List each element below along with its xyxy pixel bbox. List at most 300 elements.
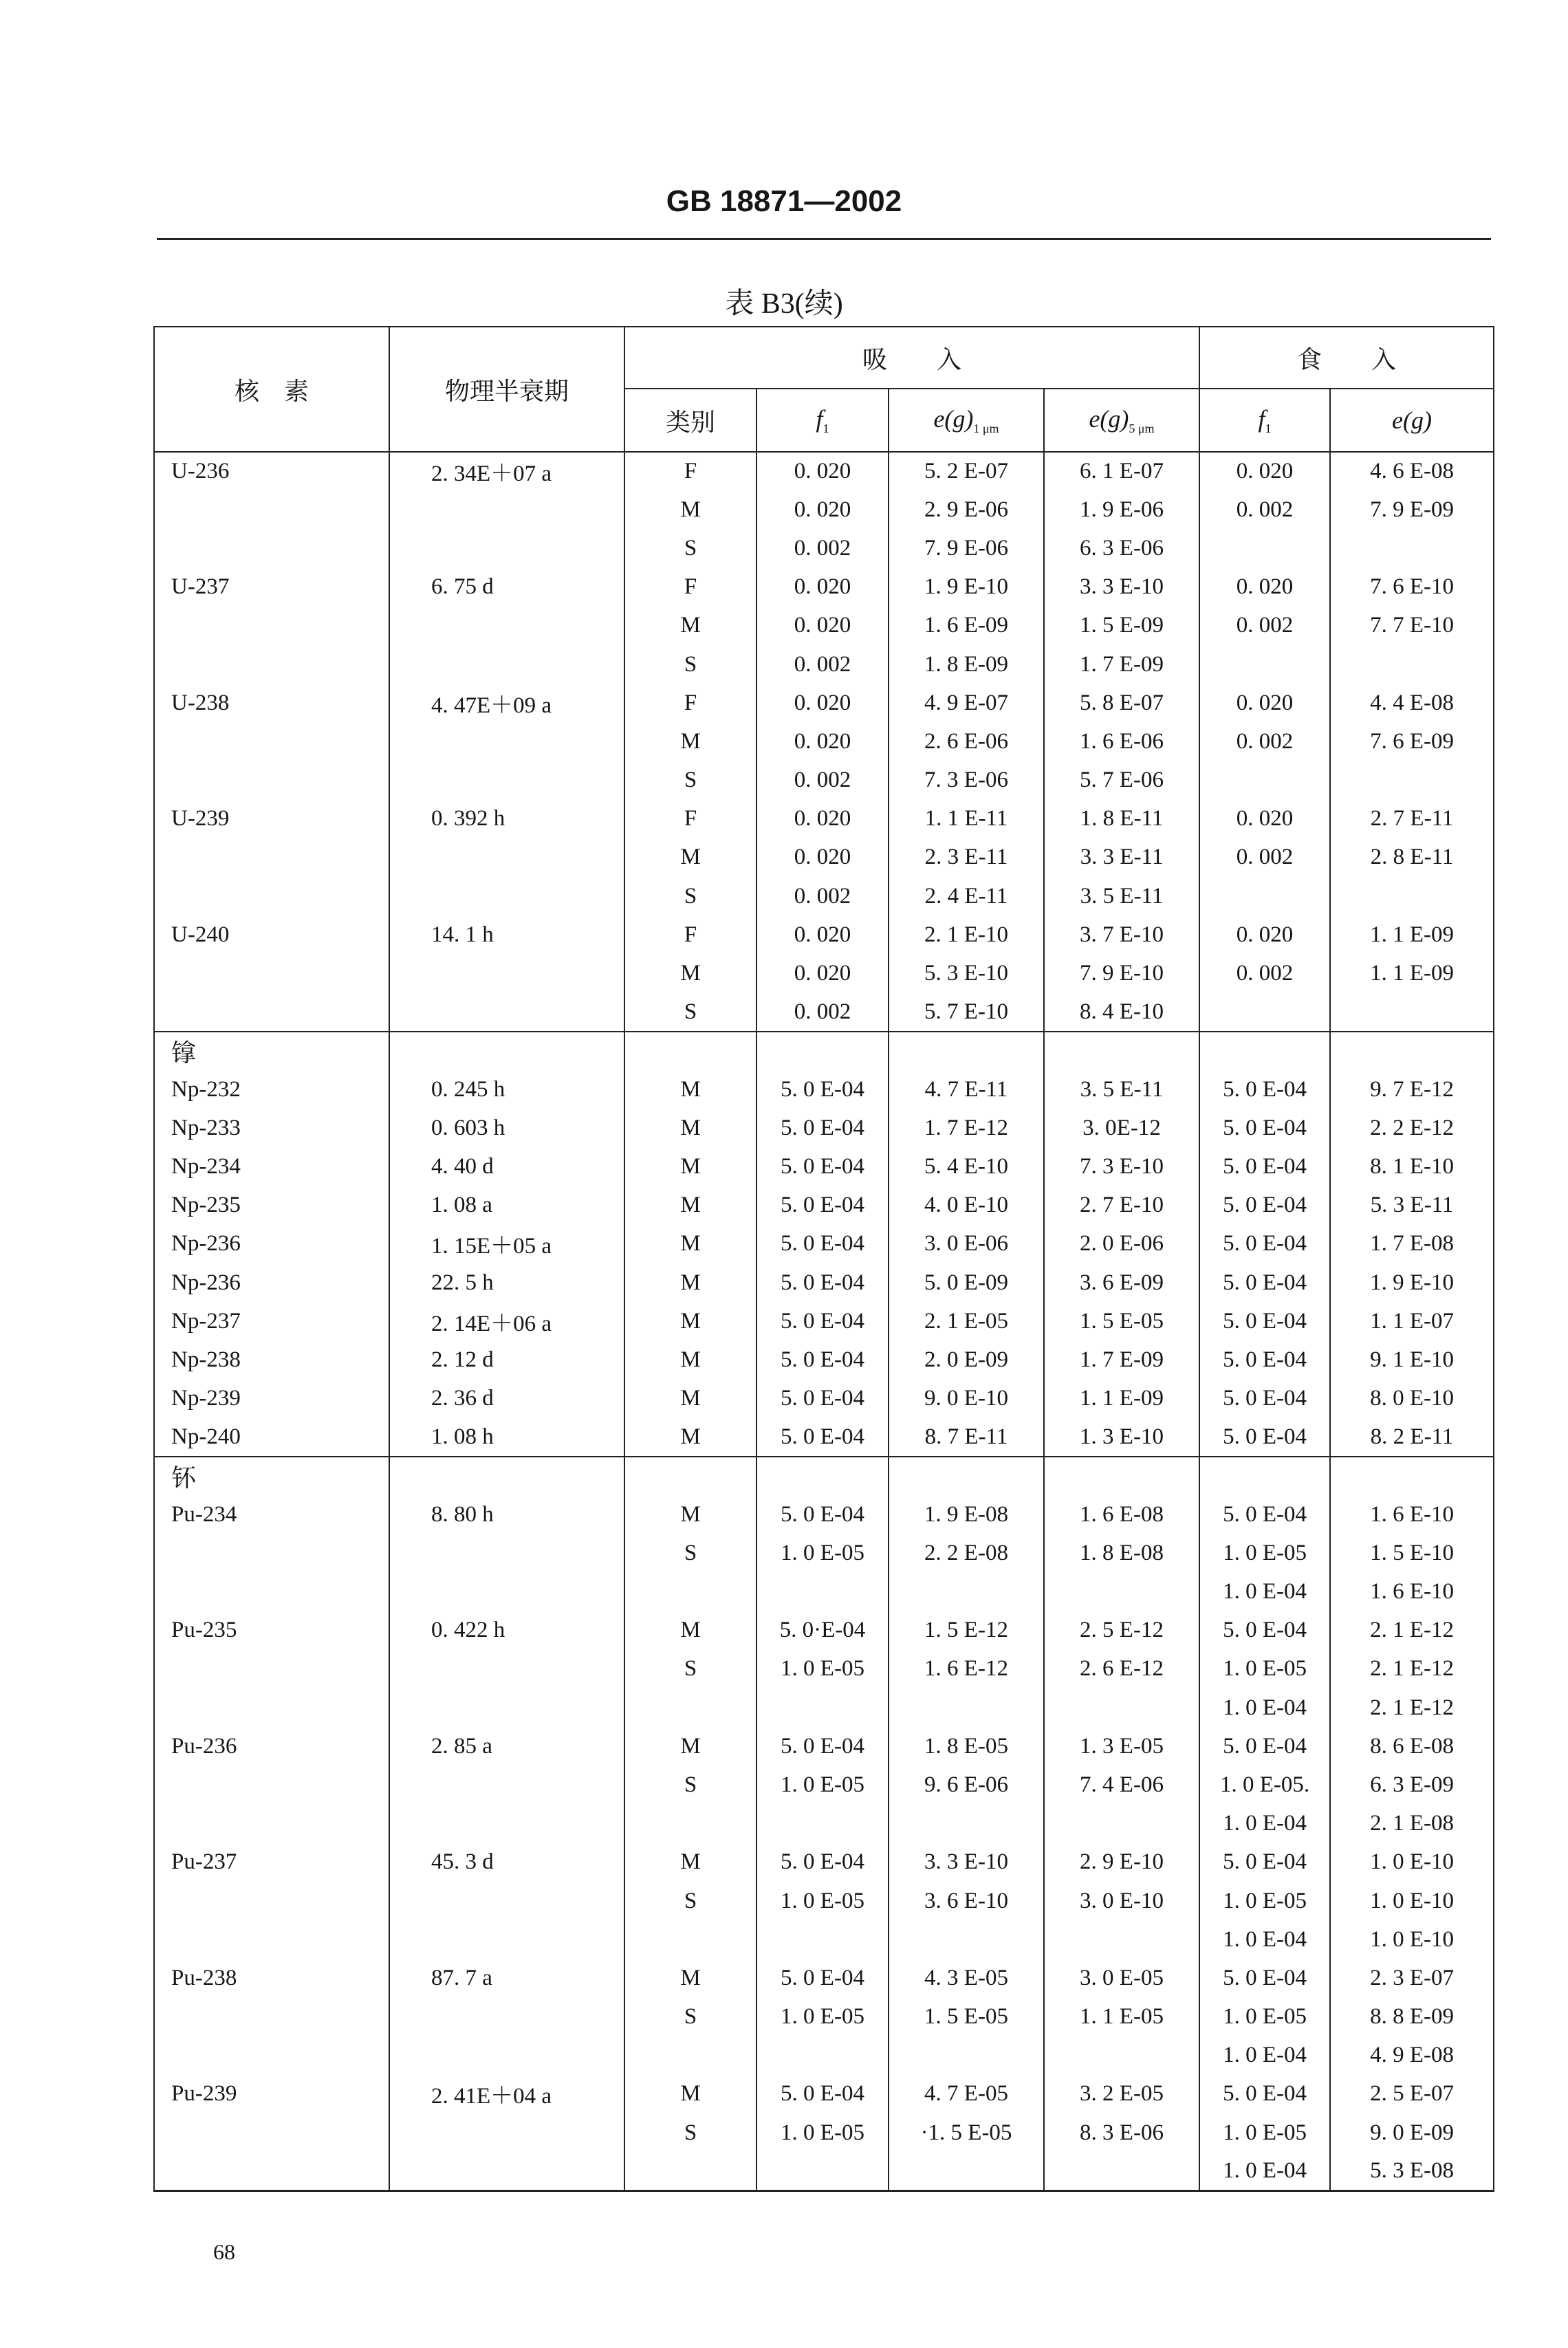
half-life-cell (389, 2152, 624, 2191)
half-life-cell: 14. 1 h (389, 915, 624, 954)
eg-1um-cell: 2. 6 E-06 (889, 722, 1044, 761)
f1-cell: 1. 0 E-05 (756, 1765, 889, 1804)
ingestion-eg-cell: 8. 6 E-08 (1330, 1727, 1494, 1765)
f1-cell: 5. 0 E-04 (756, 1302, 889, 1340)
nuclide-cell (154, 761, 389, 800)
class-cell: F (624, 915, 756, 954)
ingestion-f1-cell: 5. 0 E-04 (1199, 1959, 1330, 1997)
ingestion-f1-cell: 0. 020 (1199, 452, 1330, 490)
eg-5um-cell: 1. 3 E-05 (1044, 1727, 1199, 1765)
nuclide-cell: Pu-234 (154, 1495, 389, 1534)
eg-1um-cell: 4. 0 E-10 (889, 1186, 1044, 1225)
class-cell: M (624, 1959, 756, 1997)
ingestion-eg-cell (1330, 993, 1494, 1032)
ingestion-eg-cell: 2. 7 E-11 (1330, 800, 1494, 838)
ingestion-eg-cell: 2. 1 E-08 (1330, 1805, 1494, 1843)
ingestion-f1-subscript: 1 (1265, 422, 1272, 436)
table-row (154, 1418, 1494, 1457)
eg-1um-cell: 2. 2 E-08 (889, 1534, 1044, 1572)
half-life-cell (389, 1688, 624, 1727)
eg-5um-cell: 7. 4 E-06 (1044, 1765, 1199, 1804)
eg-1um-cell: 9. 6 E-06 (889, 1765, 1044, 1804)
f1-symbol: f (816, 404, 823, 433)
eg-1um-cell: 4. 7 E-11 (889, 1070, 1044, 1109)
f1-cell: 5. 0 E-04 (756, 1843, 889, 1882)
nuclide-cell: Np-233 (154, 1109, 389, 1147)
ingestion-eg-cell: 1. 0 E-10 (1330, 1920, 1494, 1959)
ingestion-f1-cell: 5. 0 E-04 (1199, 1843, 1330, 1882)
nuclide-cell (154, 993, 389, 1032)
col-header-ingestion-eg (1330, 389, 1494, 452)
nuclide-cell (154, 1920, 389, 1959)
ingestion-eg-cell: 1. 6 E-10 (1330, 1572, 1494, 1611)
table-row (154, 1534, 1494, 1572)
ingestion-eg-cell (1330, 761, 1494, 800)
eg-5um-cell: 5. 7 E-06 (1044, 761, 1199, 800)
f1-cell (756, 1920, 889, 1959)
eg-5um-cell: 1. 8 E-11 (1044, 800, 1199, 838)
table-row (154, 1380, 1494, 1418)
table-row (154, 761, 1494, 800)
nuclide-cell (154, 1650, 389, 1688)
half-life-cell (389, 1650, 624, 1688)
class-cell: M (624, 1495, 756, 1534)
nuclide-cell: Np-235 (154, 1186, 389, 1225)
eg-5um-cell: 1. 1 E-05 (1044, 1998, 1199, 2036)
nuclide-cell (154, 2152, 389, 2191)
nuclide-cell (154, 1998, 389, 2036)
ingestion-f1-cell: 1. 0 E-04 (1199, 2152, 1330, 2191)
ingestion-eg-cell: 2. 1 E-12 (1330, 1688, 1494, 1727)
ingestion-eg-cell: 1. 6 E-10 (1330, 1495, 1494, 1534)
half-life-cell (389, 1805, 624, 1843)
ingestion-f1-cell: 5. 0 E-04 (1199, 1109, 1330, 1147)
nuclide-cell (154, 1688, 389, 1727)
nuclide-cell (154, 838, 389, 877)
ingestion-f1-cell: 5. 0 E-04 (1199, 1340, 1330, 1379)
nuclide-cell (154, 2113, 389, 2152)
table-row (154, 607, 1494, 645)
table-body (154, 452, 1494, 2191)
eg-1um-cell: 3. 6 E-10 (889, 1882, 1044, 1920)
f1-cell: 1. 0 E-05 (756, 1650, 889, 1688)
eg-1um-cell (889, 1688, 1044, 1727)
eg-1um-cell: 1. 9 E-08 (889, 1495, 1044, 1534)
ingestion-f1-cell: 0. 002 (1199, 722, 1330, 761)
ingestion-f1-cell: 5. 0 E-04 (1199, 1186, 1330, 1225)
half-life-cell (389, 1920, 624, 1959)
table-row (154, 1109, 1494, 1147)
eg-5um-cell: 3. 3 E-11 (1044, 838, 1199, 877)
table-row (154, 568, 1494, 607)
eg-1um-cell: 2. 1 E-05 (889, 1302, 1044, 1340)
eg-1um-cell: 2. 4 E-11 (889, 877, 1044, 915)
nuclide-cell: Pu-238 (154, 1959, 389, 1997)
eg-1um-cell (889, 1457, 1044, 1495)
half-life-cell (389, 722, 624, 761)
class-cell (624, 1032, 756, 1070)
eg-1um-cell: 8. 7 E-11 (889, 1418, 1044, 1457)
ingestion-f1-cell: 1. 0 E-05 (1199, 1998, 1330, 2036)
eg-1um-subscript: 1 μm (973, 422, 999, 436)
eg-5um-cell: 6. 3 E-06 (1044, 529, 1199, 567)
table-row (154, 993, 1494, 1032)
table-row (154, 2036, 1494, 2075)
nuclide-cell (154, 1805, 389, 1843)
class-cell (624, 2152, 756, 2191)
class-cell (624, 1572, 756, 1611)
f1-cell: 5. 0 E-04 (756, 1186, 889, 1225)
ingestion-eg-cell (1330, 529, 1494, 567)
eg-5um-cell: 3. 5 E-11 (1044, 1070, 1199, 1109)
ingestion-f1-cell: 0. 020 (1199, 568, 1330, 607)
table-row (154, 838, 1494, 877)
half-life-cell (389, 1882, 624, 1920)
ingestion-eg-cell: 2. 3 E-07 (1330, 1959, 1494, 1997)
half-life-cell: 2. 34E＋07 a (389, 452, 624, 490)
f1-cell (756, 1572, 889, 1611)
class-cell (624, 1688, 756, 1727)
class-cell: S (624, 1882, 756, 1920)
table-row (154, 1998, 1494, 2036)
ingestion-eg-cell: 2. 8 E-11 (1330, 838, 1494, 877)
ingestion-f1-cell: 1. 0 E-04 (1199, 1805, 1330, 1843)
eg-1um-cell: 1. 1 E-11 (889, 800, 1044, 838)
f1-cell: 0. 020 (756, 684, 889, 722)
half-life-cell (389, 954, 624, 992)
eg-1um-symbol: e(g) (933, 404, 974, 433)
ingestion-eg-cell: 8. 0 E-10 (1330, 1380, 1494, 1418)
f1-cell: 1. 0 E-05 (756, 1998, 889, 2036)
half-life-cell: 2. 14E＋06 a (389, 1302, 624, 1340)
nuclide-cell (154, 1882, 389, 1920)
class-cell: S (624, 761, 756, 800)
eg-1um-cell: 5. 7 E-10 (889, 993, 1044, 1032)
table-row (154, 1727, 1494, 1765)
eg-1um-cell: 5. 0 E-09 (889, 1263, 1044, 1302)
ingestion-f1-cell: 5. 0 E-04 (1199, 1263, 1330, 1302)
f1-subscript: 1 (823, 422, 829, 436)
f1-cell: 5. 0 E-04 (756, 1727, 889, 1765)
table-row (154, 1032, 1494, 1070)
f1-cell: 5. 0 E-04 (756, 1109, 889, 1147)
half-life-cell (389, 645, 624, 684)
nuclide-cell (154, 607, 389, 645)
nuclide-cell: Np-238 (154, 1340, 389, 1379)
nuclide-cell (154, 2036, 389, 2075)
f1-cell: 5. 0·E-04 (756, 1611, 889, 1650)
ingestion-f1-cell: 0. 002 (1199, 954, 1330, 992)
eg-5um-cell: 1. 6 E-06 (1044, 722, 1199, 761)
class-cell: F (624, 452, 756, 490)
ingestion-f1-cell (1199, 761, 1330, 800)
table-row (154, 684, 1494, 722)
eg-1um-cell: 1. 9 E-10 (889, 568, 1044, 607)
ingestion-eg-cell: 7. 7 E-10 (1330, 607, 1494, 645)
f1-cell (756, 1805, 889, 1843)
eg-5um-cell: 3. 2 E-05 (1044, 2075, 1199, 2113)
eg-1um-cell: 1. 8 E-05 (889, 1727, 1044, 1765)
nuclide-cell: U-237 (154, 568, 389, 607)
half-life-cell (389, 529, 624, 567)
class-cell: M (624, 1727, 756, 1765)
ingestion-eg-cell: 1. 0 E-10 (1330, 1843, 1494, 1882)
ingestion-f1-cell: 5. 0 E-04 (1199, 1727, 1330, 1765)
f1-cell (756, 2036, 889, 2075)
eg-5um-cell: 6. 1 E-07 (1044, 452, 1199, 490)
half-life-cell (389, 1998, 624, 2036)
ingestion-f1-cell: 0. 020 (1199, 800, 1330, 838)
f1-cell: 0. 020 (756, 568, 889, 607)
ingestion-eg-cell: 8. 2 E-11 (1330, 1418, 1494, 1457)
half-life-cell: 2. 41E＋04 a (389, 2075, 624, 2113)
nuclide-cell: Np-236 (154, 1263, 389, 1302)
eg-1um-cell (889, 1572, 1044, 1611)
half-life-cell: 0. 603 h (389, 1109, 624, 1147)
eg-5um-cell: 1. 5 E-05 (1044, 1302, 1199, 1340)
ingestion-eg-cell: 5. 3 E-08 (1330, 2152, 1494, 2191)
ingestion-eg-cell: 9. 1 E-10 (1330, 1340, 1494, 1379)
table-row (154, 452, 1494, 490)
table-row (154, 1302, 1494, 1340)
ingestion-eg-cell: 1. 1 E-07 (1330, 1302, 1494, 1340)
nuclide-cell: Np-232 (154, 1070, 389, 1109)
class-cell: M (624, 490, 756, 529)
eg-1um-cell: 1. 7 E-12 (889, 1109, 1044, 1147)
eg-5um-cell: 1. 1 E-09 (1044, 1380, 1199, 1418)
eg-5um-cell: 3. 0 E-05 (1044, 1959, 1199, 1997)
ingestion-eg-cell (1330, 877, 1494, 915)
eg-5um-cell: 3. 5 E-11 (1044, 877, 1199, 915)
ingestion-f1-cell: 5. 0 E-04 (1199, 1070, 1330, 1109)
ingestion-f1-cell: 0. 002 (1199, 607, 1330, 645)
class-cell (624, 1805, 756, 1843)
col-header-f1 (756, 389, 889, 452)
ingestion-eg-cell: 1. 5 E-10 (1330, 1534, 1494, 1572)
class-cell: M (624, 1147, 756, 1186)
table-row (154, 877, 1494, 915)
eg-1um-cell: 5. 3 E-10 (889, 954, 1044, 992)
eg-5um-cell: 1. 8 E-08 (1044, 1534, 1199, 1572)
dose-coefficient-table (153, 326, 1494, 2192)
nuclide-cell (154, 529, 389, 567)
document-header-title: GB 18871—2002 (666, 184, 902, 218)
f1-cell (756, 2152, 889, 2191)
f1-cell: 0. 020 (756, 722, 889, 761)
eg-5um-cell (1044, 1457, 1199, 1495)
half-life-cell (389, 2113, 624, 2152)
f1-cell: 5. 0 E-04 (756, 1070, 889, 1109)
table-row (154, 490, 1494, 529)
ingestion-f1-cell: 1. 0 E-04 (1199, 1572, 1330, 1611)
half-life-cell (389, 1534, 624, 1572)
class-cell: M (624, 1418, 756, 1457)
ingestion-f1-cell: 1. 0 E-04 (1199, 1920, 1330, 1959)
f1-cell: 5. 0 E-04 (756, 1263, 889, 1302)
f1-cell: 0. 002 (756, 761, 889, 800)
col-header-class: 类别 (624, 389, 756, 452)
nuclide-cell: Pu-237 (154, 1843, 389, 1882)
table-row (154, 1765, 1494, 1804)
class-cell: S (624, 1998, 756, 2036)
half-life-cell: 2. 36 d (389, 1380, 624, 1418)
f1-cell: 0. 020 (756, 954, 889, 992)
nuclide-cell: U-236 (154, 452, 389, 490)
half-life-cell (389, 1032, 624, 1070)
eg-1um-cell: 3. 3 E-10 (889, 1843, 1044, 1882)
f1-cell: 5. 0 E-04 (756, 1959, 889, 1997)
half-life-cell (389, 877, 624, 915)
header-rule (157, 238, 1491, 240)
eg-5um-cell: 3. 0E-12 (1044, 1109, 1199, 1147)
eg-1um-cell (889, 2036, 1044, 2075)
eg-5um-cell: 1. 9 E-06 (1044, 490, 1199, 529)
half-life-cell: 0. 422 h (389, 1611, 624, 1650)
ingestion-eg-cell (1330, 645, 1494, 684)
eg-5um-cell: 1. 6 E-08 (1044, 1495, 1199, 1534)
f1-cell: 1. 0 E-05 (756, 1882, 889, 1920)
ingestion-f1-cell: 1. 0 E-04 (1199, 1688, 1330, 1727)
element-group-label: 钚 (154, 1457, 389, 1495)
ingestion-f1-cell: 0. 020 (1199, 915, 1330, 954)
class-cell: S (624, 645, 756, 684)
half-life-cell: 0. 392 h (389, 800, 624, 838)
table-row (154, 1457, 1494, 1495)
class-cell: M (624, 2075, 756, 2113)
eg-1um-cell (889, 1032, 1044, 1070)
eg-5um-cell: 1. 3 E-10 (1044, 1418, 1199, 1457)
nuclide-cell: U-239 (154, 800, 389, 838)
eg-5um-cell: 1. 5 E-09 (1044, 607, 1199, 645)
eg-1um-cell: 1. 5 E-05 (889, 1998, 1044, 2036)
table-row (154, 1920, 1494, 1959)
ingestion-f1-cell (1199, 993, 1330, 1032)
eg-5um-cell: 2. 6 E-12 (1044, 1650, 1199, 1688)
ingestion-eg-cell: 9. 7 E-12 (1330, 1070, 1494, 1109)
eg-5um-cell (1044, 1920, 1199, 1959)
half-life-cell (389, 1457, 624, 1495)
ingestion-f1-cell: 1. 0 E-04 (1199, 2036, 1330, 2075)
nuclide-cell (154, 1572, 389, 1611)
ingestion-f1-symbol: f (1258, 404, 1265, 433)
table-row (154, 529, 1494, 567)
nuclide-cell: Np-234 (154, 1147, 389, 1186)
class-cell: S (624, 1765, 756, 1804)
f1-cell: 0. 020 (756, 452, 889, 490)
class-cell: M (624, 1302, 756, 1340)
ingestion-eg-cell: 2. 1 E-12 (1330, 1611, 1494, 1650)
ingestion-f1-cell: 1. 0 E-05 (1199, 1650, 1330, 1688)
ingestion-eg-cell (1330, 1457, 1494, 1495)
col-header-nuclide: 核 素 (154, 327, 389, 452)
table-row (154, 1572, 1494, 1611)
table-row (154, 954, 1494, 992)
element-group-label: 镎 (154, 1032, 389, 1070)
class-cell (624, 2036, 756, 2075)
eg-1um-cell: 1. 5 E-12 (889, 1611, 1044, 1650)
ingestion-eg-cell: 8. 1 E-10 (1330, 1147, 1494, 1186)
table-row (154, 1959, 1494, 1997)
eg-5um-cell: 3. 7 E-10 (1044, 915, 1199, 954)
ingestion-eg-cell: 6. 3 E-09 (1330, 1765, 1494, 1804)
nuclide-cell: U-238 (154, 684, 389, 722)
nuclide-cell: U-240 (154, 915, 389, 954)
f1-cell (756, 1688, 889, 1727)
half-life-cell: 6. 75 d (389, 568, 624, 607)
ingestion-eg-cell: 7. 9 E-09 (1330, 490, 1494, 529)
ingestion-f1-cell: 5. 0 E-04 (1199, 1611, 1330, 1650)
eg-5um-cell: 2. 9 E-10 (1044, 1843, 1199, 1882)
table-title: 表 B3(续) (725, 288, 843, 320)
half-life-cell: 1. 08 a (389, 1186, 624, 1225)
nuclide-cell: Pu-236 (154, 1727, 389, 1765)
eg-5um-cell (1044, 1032, 1199, 1070)
eg-5um-symbol: e(g) (1089, 404, 1129, 433)
nuclide-cell (154, 954, 389, 992)
eg-1um-cell: 4. 3 E-05 (889, 1959, 1044, 1997)
eg-1um-cell: 5. 2 E-07 (889, 452, 1044, 490)
f1-cell: 0. 020 (756, 915, 889, 954)
class-cell: M (624, 954, 756, 992)
f1-cell: 0. 020 (756, 490, 889, 529)
ingestion-f1-cell: 5. 0 E-04 (1199, 1147, 1330, 1186)
ingestion-eg-cell: 2. 5 E-07 (1330, 2075, 1494, 2113)
f1-cell: 1. 0 E-05 (756, 2113, 889, 2152)
class-cell: F (624, 800, 756, 838)
half-life-cell (389, 1765, 624, 1804)
ingestion-f1-cell (1199, 877, 1330, 915)
half-life-cell (389, 993, 624, 1032)
f1-cell: 5. 0 E-04 (756, 1225, 889, 1263)
ingestion-eg-cell: 1. 7 E-08 (1330, 1225, 1494, 1263)
half-life-cell: 45. 3 d (389, 1843, 624, 1882)
eg-1um-cell: 7. 3 E-06 (889, 761, 1044, 800)
table-row (154, 2113, 1494, 2152)
eg-1um-cell: 4. 9 E-07 (889, 684, 1044, 722)
ingestion-eg-cell: 1. 1 E-09 (1330, 915, 1494, 954)
col-header-half-life: 物理半衰期 (389, 327, 624, 452)
eg-1um-cell (889, 2152, 1044, 2191)
ingestion-eg-symbol: e(g) (1392, 406, 1432, 434)
f1-cell: 0. 002 (756, 993, 889, 1032)
nuclide-cell (154, 645, 389, 684)
ingestion-f1-cell: 1. 0 E-05. (1199, 1765, 1330, 1804)
half-life-cell: 1. 08 h (389, 1418, 624, 1457)
half-life-cell: 2. 12 d (389, 1340, 624, 1379)
eg-5um-cell (1044, 2152, 1199, 2191)
class-cell: M (624, 1109, 756, 1147)
f1-cell: 0. 002 (756, 529, 889, 567)
eg-5um-cell: 2. 0 E-06 (1044, 1225, 1199, 1263)
ingestion-eg-cell: 2. 2 E-12 (1330, 1109, 1494, 1147)
eg-5um-cell: 5. 8 E-07 (1044, 684, 1199, 722)
class-cell: M (624, 1611, 756, 1650)
class-cell (624, 1457, 756, 1495)
f1-cell: 5. 0 E-04 (756, 2075, 889, 2113)
class-cell: F (624, 684, 756, 722)
eg-1um-cell: 7. 9 E-06 (889, 529, 1044, 567)
ingestion-eg-cell: 1. 0 E-10 (1330, 1882, 1494, 1920)
eg-1um-cell: 3. 0 E-06 (889, 1225, 1044, 1263)
ingestion-eg-cell: 7. 6 E-10 (1330, 568, 1494, 607)
table-row (154, 1147, 1494, 1186)
eg-1um-cell: 2. 1 E-10 (889, 915, 1044, 954)
class-cell: M (624, 1263, 756, 1302)
class-cell: M (624, 607, 756, 645)
ingestion-f1-cell (1199, 645, 1330, 684)
nuclide-cell (154, 490, 389, 529)
half-life-cell (389, 1572, 624, 1611)
